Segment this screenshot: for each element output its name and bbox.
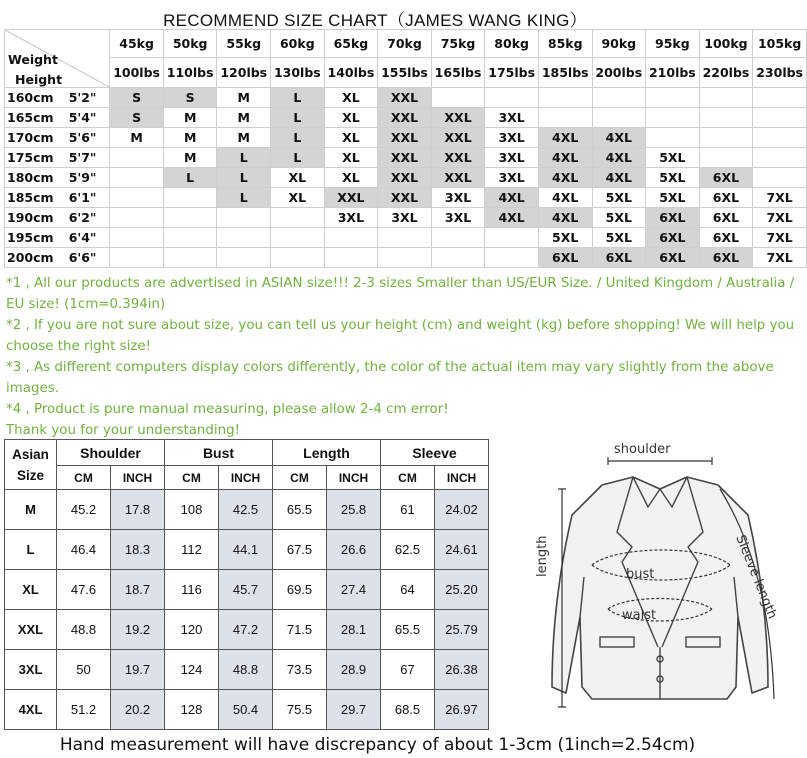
size-cell: XL [324,108,378,128]
weight-kg-header: 60kg [271,30,325,58]
size-cell [699,88,753,108]
size-cell: 5XL [538,228,592,248]
size-cell: L [163,168,217,188]
size-cell: 4XL [592,128,646,148]
footer-note: Hand measurement will have discrepancy of about 1-3cm (1inch=2.54cm) [59,735,696,755]
size-cell: 6XL [699,168,753,188]
size-cell: XXL [431,168,485,188]
measurement-group-header: Shoulder [57,440,165,466]
measurement-value: 124 [165,650,219,690]
size-cell: M [110,128,164,148]
weight-lbs-header: 220lbs [699,58,753,88]
size-cell: XL [324,168,378,188]
shoulder-label: shoulder [614,442,671,457]
size-cell: 6XL [699,188,753,208]
measurement-value: 65.5 [273,490,327,530]
note-line: *3 , As different computers display colors differently, the color of the actual item may vary slightly from the above images. [6,360,774,396]
measurement-value: 71.5 [273,610,327,650]
size-cell: XXL [378,108,432,128]
height-ft: 5'2" [65,88,110,108]
size-cell: 3XL [485,168,539,188]
measurement-row [5,690,489,730]
size-cell [271,208,325,228]
measurement-value: 27.4 [327,570,381,610]
weight-kg-row [5,30,807,58]
size-cell [753,108,807,128]
size-cell: XXL [431,148,485,168]
measurement-value: 42.5 [219,490,273,530]
weight-kg-header: 70kg [378,30,432,58]
size-cell: XXL [431,108,485,128]
size-cell: 3XL [431,188,485,208]
size-cell: 3XL [378,208,432,228]
measurement-row [5,570,489,610]
height-cm: 190cm [5,208,65,228]
asian-label: Asian [12,446,49,462]
size-cell [431,248,485,268]
weight-kg-header: 75kg [431,30,485,58]
size-cell: M [217,88,271,108]
size-cell [110,228,164,248]
unit-row [5,466,489,490]
size-cell: 6XL [699,208,753,228]
size-cell: S [110,108,164,128]
measurement-value: 18.7 [111,570,165,610]
height-ft: 6'4" [65,228,110,248]
measurement-value: 108 [165,490,219,530]
size-row [5,148,807,168]
size-cell: L [217,148,271,168]
size-cell [753,148,807,168]
size-cell [538,108,592,128]
note-line: *2 , If you are not sure about size, you can tell us your height (cm) and weight (kg) before shopping! We will help you choose the right size! [6,318,795,354]
weight-lbs-header: 165lbs [431,58,485,88]
weight-kg-header: 50kg [163,30,217,58]
size-cell [646,88,700,108]
unit-header: INCH [435,466,489,490]
size-name: 3XL [5,650,57,690]
measurement-value: 47.6 [57,570,111,610]
weight-kg-header: 100kg [699,30,753,58]
measurement-value: 128 [165,690,219,730]
size-cell [753,168,807,188]
height-ft: 6'1" [65,188,110,208]
size-cell [378,248,432,268]
measurement-value: 45.7 [219,570,273,610]
size-cell: 5XL [592,188,646,208]
measurement-value: 69.5 [273,570,327,610]
measurement-value: 67 [381,650,435,690]
measurement-table [4,439,489,730]
height-cm: 180cm [5,168,65,188]
asian-size-header [5,440,57,490]
measurement-value: 46.4 [57,530,111,570]
measurement-value: 19.7 [111,650,165,690]
measurement-value: 28.9 [327,650,381,690]
measurement-row [5,650,489,690]
size-cell: S [163,88,217,108]
measurement-value: 18.3 [111,530,165,570]
measurement-value: 112 [165,530,219,570]
size-cell [217,208,271,228]
weight-lbs-header: 185lbs [538,58,592,88]
size-cell: 4XL [538,148,592,168]
measurement-group-header: Sleeve [381,440,489,466]
weight-lbs-header: 175lbs [485,58,539,88]
measurement-value: 24.02 [435,490,489,530]
size-cell: XL [324,88,378,108]
measurement-group-header: Bust [165,440,273,466]
measurement-value: 120 [165,610,219,650]
height-cm: 185cm [5,188,65,208]
weight-kg-header: 45kg [110,30,164,58]
measurement-row [5,610,489,650]
size-cell: L [271,88,325,108]
measurement-value: 48.8 [57,610,111,650]
size-cell [110,208,164,228]
measurement-value: 62.5 [381,530,435,570]
size-cell: XXL [378,168,432,188]
length-label: length [535,535,550,577]
size-cell: 4XL [485,188,539,208]
size-cell: 6XL [592,248,646,268]
size-cell: 4XL [485,208,539,228]
size-cell [485,228,539,248]
size-row [5,188,807,208]
size-cell [753,88,807,108]
weight-kg-header: 95kg [646,30,700,58]
size-cell [431,228,485,248]
weight-height-corner [5,30,110,88]
weight-lbs-header: 100lbs [110,58,164,88]
size-cell [271,228,325,248]
height-cm: 175cm [5,148,65,168]
height-ft: 5'7" [65,148,110,168]
size-cell [163,188,217,208]
measurement-value: 45.2 [57,490,111,530]
size-row [5,108,807,128]
size-cell [753,128,807,148]
measurement-value: 75.5 [273,690,327,730]
size-cell [110,188,164,208]
measurement-value: 48.8 [219,650,273,690]
size-cell: 3XL [324,208,378,228]
height-ft: 5'9" [65,168,110,188]
size-cell: XXL [378,88,432,108]
waist-label: waist [622,608,657,623]
weight-lbs-header: 230lbs [753,58,807,88]
size-cell: 7XL [753,228,807,248]
weight-lbs-header: 130lbs [271,58,325,88]
size-cell [110,148,164,168]
unit-header: INCH [219,466,273,490]
size-cell: XL [324,128,378,148]
sleeve-length-label: Sleeve length [732,532,780,622]
measurement-group-row [5,440,489,466]
size-cell [110,248,164,268]
size-cell: 7XL [753,208,807,228]
weight-lbs-row [5,58,807,88]
measurement-value: 44.1 [219,530,273,570]
measurement-group-header: Length [273,440,381,466]
measurement-value: 24.61 [435,530,489,570]
weight-kg-header: 55kg [217,30,271,58]
size-name: M [5,490,57,530]
size-row [5,208,807,228]
weight-lbs-header: 210lbs [646,58,700,88]
unit-header: CM [381,466,435,490]
measurement-value: 47.2 [219,610,273,650]
size-cell: 6XL [646,248,700,268]
weight-label: Weight [8,52,58,67]
size-cell [378,228,432,248]
size-cell: 4XL [592,148,646,168]
height-ft: 6'2" [65,208,110,228]
measurement-value: 25.8 [327,490,381,530]
size-cell: 4XL [592,168,646,188]
size-cell: 5XL [592,208,646,228]
measurement-value: 61 [381,490,435,530]
size-cell: 6XL [699,248,753,268]
size-cell: 5XL [592,228,646,248]
size-cell: 3XL [485,128,539,148]
size-cell: L [271,108,325,128]
unit-header: CM [57,466,111,490]
size-cell: XL [271,188,325,208]
unit-header: CM [273,466,327,490]
note-line: Thank you for your understanding! [6,423,240,438]
size-cell: XXL [378,128,432,148]
size-cell [217,248,271,268]
size-cell: XXL [378,148,432,168]
size-cell [431,88,485,108]
weight-lbs-header: 200lbs [592,58,646,88]
size-name: XL [5,570,57,610]
size-cell [163,248,217,268]
height-ft: 5'4" [65,108,110,128]
jacket-measurement-diagram [522,437,798,735]
measurement-value: 65.5 [381,610,435,650]
size-cell: 7XL [753,248,807,268]
size-cell [324,248,378,268]
size-cell [699,108,753,128]
size-cell: L [271,128,325,148]
size-name: 4XL [5,690,57,730]
measurement-value: 64 [381,570,435,610]
size-cell: 6XL [646,208,700,228]
weight-lbs-header: 155lbs [378,58,432,88]
weight-kg-header: 65kg [324,30,378,58]
size-cell [592,108,646,128]
weight-kg-header: 90kg [592,30,646,58]
size-cell: L [217,188,271,208]
weight-lbs-header: 110lbs [163,58,217,88]
size-cell: M [217,128,271,148]
size-cell: 3XL [485,148,539,168]
height-cm: 160cm [5,88,65,108]
size-cell: 4XL [538,128,592,148]
note-line: *1 , All our products are advertised in ASIAN size!!! 2-3 sizes Smaller than US/EUR Size. / United Kingdom / Australia / EU size! (1cm=0.394in) [6,276,795,312]
measurement-value: 28.1 [327,610,381,650]
size-cell [324,228,378,248]
size-cell [699,148,753,168]
measurement-value: 50.4 [219,690,273,730]
bust-label: bust [626,567,655,582]
size-cell [217,228,271,248]
unit-header: INCH [111,466,165,490]
weight-kg-header: 80kg [485,30,539,58]
recommend-size-table [4,29,807,268]
size-cell [163,228,217,248]
size-cell [538,88,592,108]
measurement-value: 20.2 [111,690,165,730]
size-cell: 4XL [538,188,592,208]
height-label: Height [15,72,63,87]
weight-kg-header: 85kg [538,30,592,58]
size-row [5,168,807,188]
size-cell: 6XL [646,228,700,248]
measurement-value: 73.5 [273,650,327,690]
size-name: XXL [5,610,57,650]
height-cm: 195cm [5,228,65,248]
size-cell: 7XL [753,188,807,208]
size-row [5,228,807,248]
size-name: L [5,530,57,570]
measurement-value: 50 [57,650,111,690]
size-cell [646,128,700,148]
size-cell: 5XL [646,188,700,208]
size-cell [592,88,646,108]
size-row [5,88,807,108]
size-cell [485,248,539,268]
size-cell: M [163,148,217,168]
size-cell [646,108,700,128]
size-cell: M [163,128,217,148]
size-cell [485,88,539,108]
page-title: RECOMMEND SIZE CHART（JAMES WANG KING） [163,11,587,30]
size-cell [110,168,164,188]
measurement-value: 68.5 [381,690,435,730]
size-row [5,248,807,268]
size-cell [163,208,217,228]
unit-header: CM [165,466,219,490]
height-cm: 200cm [5,248,65,268]
note-line: *4 , Product is pure manual measuring, please allow 2-4 cm error! [6,402,449,417]
height-cm: 165cm [5,108,65,128]
weight-kg-header: 105kg [753,30,807,58]
measurement-row [5,530,489,570]
size-cell: 5XL [646,168,700,188]
size-cell: XL [271,168,325,188]
unit-header: INCH [327,466,381,490]
measurement-value: 26.38 [435,650,489,690]
measurement-value: 51.2 [57,690,111,730]
size-cell [271,248,325,268]
height-cm: 170cm [5,128,65,148]
size-row [5,128,807,148]
weight-lbs-header: 140lbs [324,58,378,88]
height-ft: 5'6" [65,128,110,148]
size-cell: XL [324,148,378,168]
notes [6,273,804,441]
size-cell: XXL [378,188,432,208]
size-label: Size [16,467,44,483]
measurement-value: 17.8 [111,490,165,530]
size-cell: XXL [431,128,485,148]
measurement-value: 19.2 [111,610,165,650]
size-cell: 4XL [538,168,592,188]
size-cell: M [163,108,217,128]
size-cell: L [217,168,271,188]
measurement-value: 25.79 [435,610,489,650]
size-cell: 4XL [538,208,592,228]
measurement-value: 67.5 [273,530,327,570]
measurement-row [5,490,489,530]
measurement-value: 25.20 [435,570,489,610]
size-cell: 6XL [538,248,592,268]
measurement-value: 26.97 [435,690,489,730]
size-cell: XXL [324,188,378,208]
measurement-value: 26.6 [327,530,381,570]
size-cell: L [271,148,325,168]
weight-lbs-header: 120lbs [217,58,271,88]
measurement-value: 116 [165,570,219,610]
size-cell: S [110,88,164,108]
size-cell: 3XL [431,208,485,228]
measurement-value: 29.7 [327,690,381,730]
size-cell [699,128,753,148]
size-cell: M [217,108,271,128]
size-cell: 3XL [485,108,539,128]
size-cell: 5XL [646,148,700,168]
size-cell: 6XL [699,228,753,248]
height-ft: 6'6" [65,248,110,268]
